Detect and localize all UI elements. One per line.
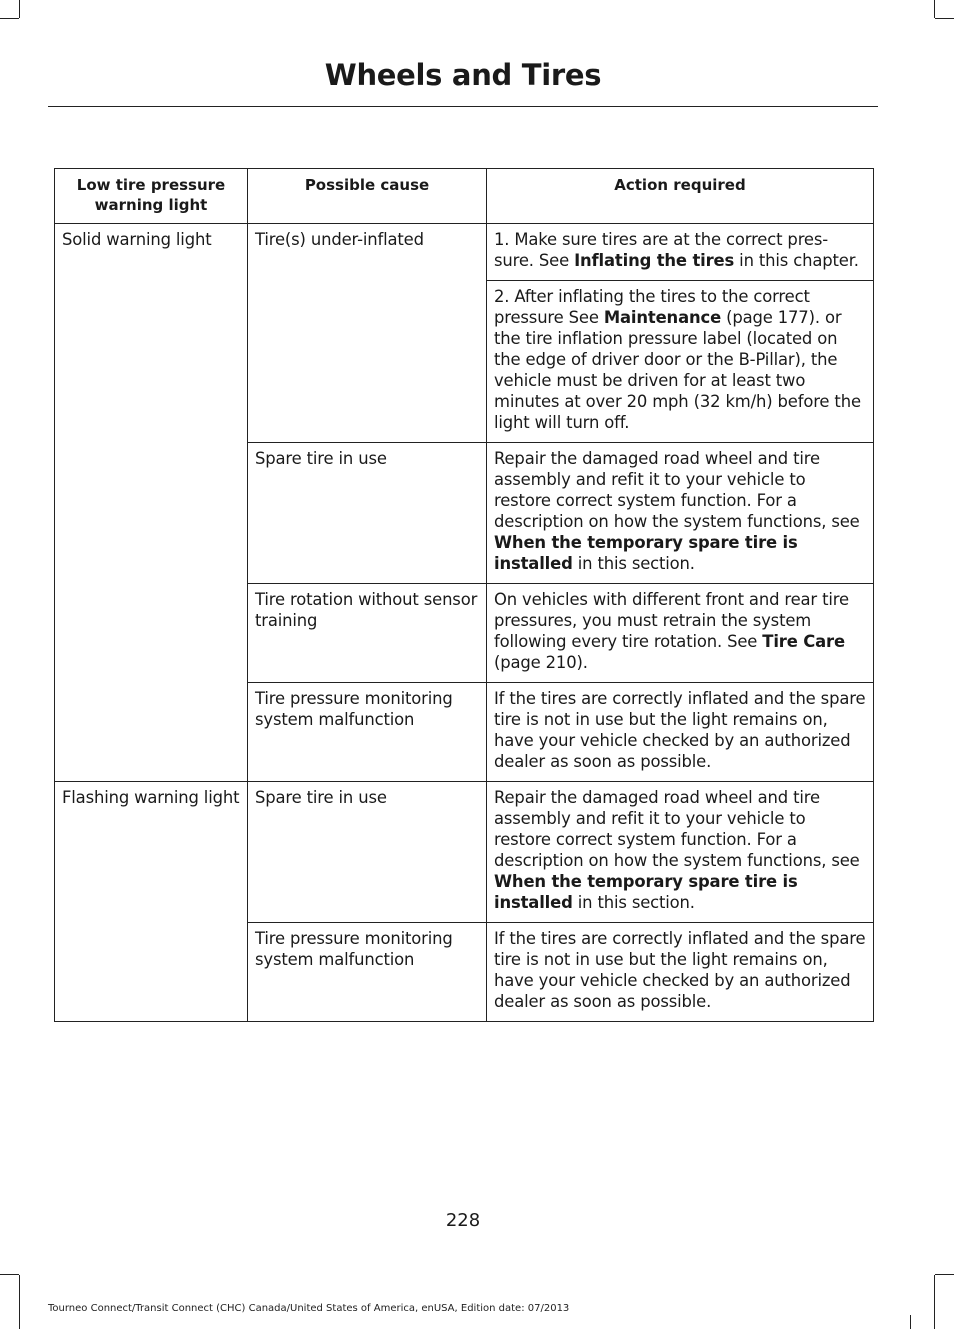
tpms-table bbox=[54, 168, 874, 1022]
action-text: Repair the damaged road wheel and tire assembly and refit it to your vehicle to restore correct system function. For a description on how the system functions, see bbox=[494, 788, 860, 870]
action-required-cell bbox=[487, 683, 874, 782]
action-text: If the tires are correctly inflated and the spare tire is not in use but the light remains on, have your vehicle checked by an authorized dealer as soon as possible. bbox=[494, 929, 866, 1011]
column-header-action-required: Action required bbox=[487, 169, 874, 224]
page-title: Wheels and Tires bbox=[324, 58, 602, 92]
cross-reference: Maintenance bbox=[603, 308, 722, 327]
title-divider bbox=[48, 106, 878, 107]
footer-edition: Tourneo Connect/Transit Connect (CHC) Canada/United States of America, enUSA, Edition date: 07/2013 bbox=[48, 1303, 570, 1314]
crop-mark bbox=[19, 0, 20, 18]
table-header-row bbox=[55, 169, 874, 224]
possible-cause-cell: Spare tire in use bbox=[248, 443, 487, 584]
crop-mark bbox=[19, 1275, 20, 1329]
possible-cause-cell: Spare tire in use bbox=[248, 782, 487, 923]
column-header-possible-cause: Possible cause bbox=[248, 169, 487, 224]
cross-reference: When the temporary spare tire is installed bbox=[494, 533, 798, 573]
cross-reference: When the temporary spare tire is installed bbox=[494, 872, 798, 912]
crop-mark bbox=[934, 0, 935, 18]
action-text: On vehicles with different front and rear tire pressures, you must retrain the system following every tire rotation. See bbox=[494, 590, 849, 651]
possible-cause-cell: Tire pressure monitoring system malfunction bbox=[248, 683, 487, 782]
action-required-cell bbox=[487, 584, 874, 683]
action-required-cell bbox=[487, 923, 874, 1022]
action-text: (page 210). bbox=[494, 653, 588, 672]
action-text: 1. Make sure tires are at the correct pres-sure. See bbox=[494, 230, 829, 270]
action-required-cell bbox=[487, 224, 874, 281]
possible-cause-cell: Tire rotation without sensor training bbox=[248, 584, 487, 683]
action-required-cell bbox=[487, 281, 874, 443]
action-text: in this chapter. bbox=[734, 251, 859, 270]
crop-mark bbox=[0, 1274, 19, 1275]
action-text: in this section. bbox=[572, 893, 695, 912]
crop-mark bbox=[934, 1275, 935, 1329]
action-text: in this section. bbox=[572, 554, 695, 573]
action-required-cell bbox=[487, 443, 874, 584]
table-row bbox=[55, 782, 874, 923]
page-number: 228 bbox=[445, 1210, 481, 1231]
warning-light-cell: Solid warning light bbox=[55, 224, 248, 782]
column-header-warning-light: Low tire pressure warning light bbox=[55, 169, 248, 224]
table-row bbox=[55, 224, 874, 281]
possible-cause-cell: Tire(s) under-inflated bbox=[248, 224, 487, 443]
cross-reference: Inflating the tires bbox=[574, 251, 735, 270]
crop-mark bbox=[935, 18, 954, 19]
action-text: 2. After inflating the tires to the correct pressure See bbox=[494, 287, 810, 327]
action-text: Repair the damaged road wheel and tire assembly and refit it to your vehicle to restore correct system function. For a description on how the system functions, see bbox=[494, 449, 860, 531]
crop-mark bbox=[935, 1274, 954, 1275]
cross-reference: Tire Care bbox=[762, 632, 845, 651]
crop-mark bbox=[0, 18, 19, 19]
action-text: (page 177). or the tire inflation pressure label (located on the edge of driver door or the B-Pillar), the vehicle must be driven for at least two minutes at over 20 mph (32 km/h) before the light will turn off. bbox=[494, 308, 861, 432]
warning-light-cell: Flashing warning light bbox=[55, 782, 248, 1022]
action-text: If the tires are correctly inflated and the spare tire is not in use but the light remains on, have your vehicle checked by an authorized dealer as soon as possible. bbox=[494, 689, 866, 771]
action-required-cell bbox=[487, 782, 874, 923]
possible-cause-cell: Tire pressure monitoring system malfunction bbox=[248, 923, 487, 1022]
crop-mark bbox=[910, 1315, 911, 1329]
